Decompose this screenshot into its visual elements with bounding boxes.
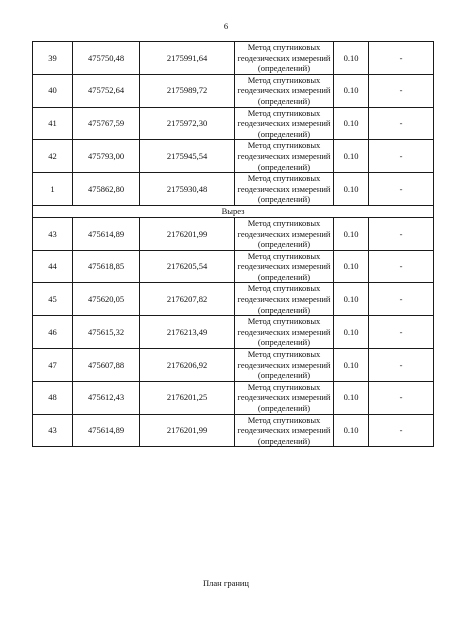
y-coordinate-cell: 2175972,30 <box>140 107 235 140</box>
note-cell: - <box>369 217 434 250</box>
note-cell: - <box>369 414 434 447</box>
coordinates-table <box>32 41 434 447</box>
y-coordinate-cell: 2175945,54 <box>140 140 235 173</box>
table-row <box>33 283 434 316</box>
y-coordinate-cell: 2175991,64 <box>140 42 235 75</box>
point-number-cell: 1 <box>33 173 73 206</box>
note-cell: - <box>369 74 434 107</box>
accuracy-cell: 0.10 <box>334 42 369 75</box>
point-number-cell: 48 <box>33 381 73 414</box>
x-coordinate-cell: 475620,05 <box>73 283 140 316</box>
table-row <box>33 381 434 414</box>
accuracy-cell: 0.10 <box>334 173 369 206</box>
note-cell: - <box>369 173 434 206</box>
table-row <box>33 107 434 140</box>
rows-after-cutout <box>33 217 434 446</box>
note-cell: - <box>369 250 434 283</box>
note-cell: - <box>369 381 434 414</box>
table-row <box>33 250 434 283</box>
table-row <box>33 217 434 250</box>
x-coordinate-cell: 475615,32 <box>73 316 140 349</box>
table-row <box>33 316 434 349</box>
accuracy-cell: 0.10 <box>334 107 369 140</box>
method-cell: Метод спутниковых геодезических измерений (определений) <box>235 107 334 140</box>
section-row <box>33 205 434 217</box>
point-number-cell: 39 <box>33 42 73 75</box>
accuracy-cell: 0.10 <box>334 316 369 349</box>
y-coordinate-cell: 2175989,72 <box>140 74 235 107</box>
table-row <box>33 74 434 107</box>
x-coordinate-cell: 475752,64 <box>73 74 140 107</box>
method-cell: Метод спутниковых геодезических измерений (определений) <box>235 381 334 414</box>
accuracy-cell: 0.10 <box>334 250 369 283</box>
note-cell: - <box>369 349 434 382</box>
y-coordinate-cell: 2176201,99 <box>140 414 235 447</box>
y-coordinate-cell: 2176213,49 <box>140 316 235 349</box>
note-cell: - <box>369 140 434 173</box>
section-cutout <box>33 205 434 217</box>
x-coordinate-cell: 475614,89 <box>73 414 140 447</box>
table-row <box>33 349 434 382</box>
accuracy-cell: 0.10 <box>334 414 369 447</box>
method-cell: Метод спутниковых геодезических измерений (определений) <box>235 414 334 447</box>
method-cell: Метод спутниковых геодезических измерений (определений) <box>235 74 334 107</box>
x-coordinate-cell: 475862,80 <box>73 173 140 206</box>
table-row <box>33 414 434 447</box>
accuracy-cell: 0.10 <box>334 283 369 316</box>
method-cell: Метод спутниковых геодезических измерений (определений) <box>235 349 334 382</box>
y-coordinate-cell: 2176207,82 <box>140 283 235 316</box>
x-coordinate-cell: 475612,43 <box>73 381 140 414</box>
point-number-cell: 44 <box>33 250 73 283</box>
table-row <box>33 140 434 173</box>
method-cell: Метод спутниковых геодезических измерений (определений) <box>235 250 334 283</box>
method-cell: Метод спутниковых геодезических измерений (определений) <box>235 283 334 316</box>
y-coordinate-cell: 2176205,54 <box>140 250 235 283</box>
point-number-cell: 43 <box>33 414 73 447</box>
accuracy-cell: 0.10 <box>334 349 369 382</box>
method-cell: Метод спутниковых геодезических измерений (определений) <box>235 316 334 349</box>
point-number-cell: 42 <box>33 140 73 173</box>
table-row <box>33 173 434 206</box>
accuracy-cell: 0.10 <box>334 217 369 250</box>
y-coordinate-cell: 2176201,99 <box>140 217 235 250</box>
x-coordinate-cell: 475793,00 <box>73 140 140 173</box>
method-cell: Метод спутниковых геодезических измерений (определений) <box>235 42 334 75</box>
x-coordinate-cell: 475767,59 <box>73 107 140 140</box>
section-label: Вырез <box>33 205 434 217</box>
point-number-cell: 40 <box>33 74 73 107</box>
method-cell: Метод спутниковых геодезических измерений (определений) <box>235 217 334 250</box>
point-number-cell: 41 <box>33 107 73 140</box>
note-cell: - <box>369 42 434 75</box>
method-cell: Метод спутниковых геодезических измерений (определений) <box>235 140 334 173</box>
note-cell: - <box>369 107 434 140</box>
point-number-cell: 46 <box>33 316 73 349</box>
accuracy-cell: 0.10 <box>334 381 369 414</box>
plan-title: План границ <box>203 578 249 588</box>
x-coordinate-cell: 475750,48 <box>73 42 140 75</box>
x-coordinate-cell: 475607,88 <box>73 349 140 382</box>
method-cell: Метод спутниковых геодезических измерений (определений) <box>235 173 334 206</box>
rows-before-cutout <box>33 42 434 206</box>
y-coordinate-cell: 2175930,48 <box>140 173 235 206</box>
x-coordinate-cell: 475614,89 <box>73 217 140 250</box>
y-coordinate-cell: 2176201,25 <box>140 381 235 414</box>
point-number-cell: 45 <box>33 283 73 316</box>
y-coordinate-cell: 2176206,92 <box>140 349 235 382</box>
note-cell: - <box>369 316 434 349</box>
point-number-cell: 47 <box>33 349 73 382</box>
table-row <box>33 42 434 75</box>
x-coordinate-cell: 475618,85 <box>73 250 140 283</box>
accuracy-cell: 0.10 <box>334 140 369 173</box>
accuracy-cell: 0.10 <box>334 74 369 107</box>
note-cell: - <box>369 283 434 316</box>
point-number-cell: 43 <box>33 217 73 250</box>
page-number: 6 <box>223 21 229 31</box>
